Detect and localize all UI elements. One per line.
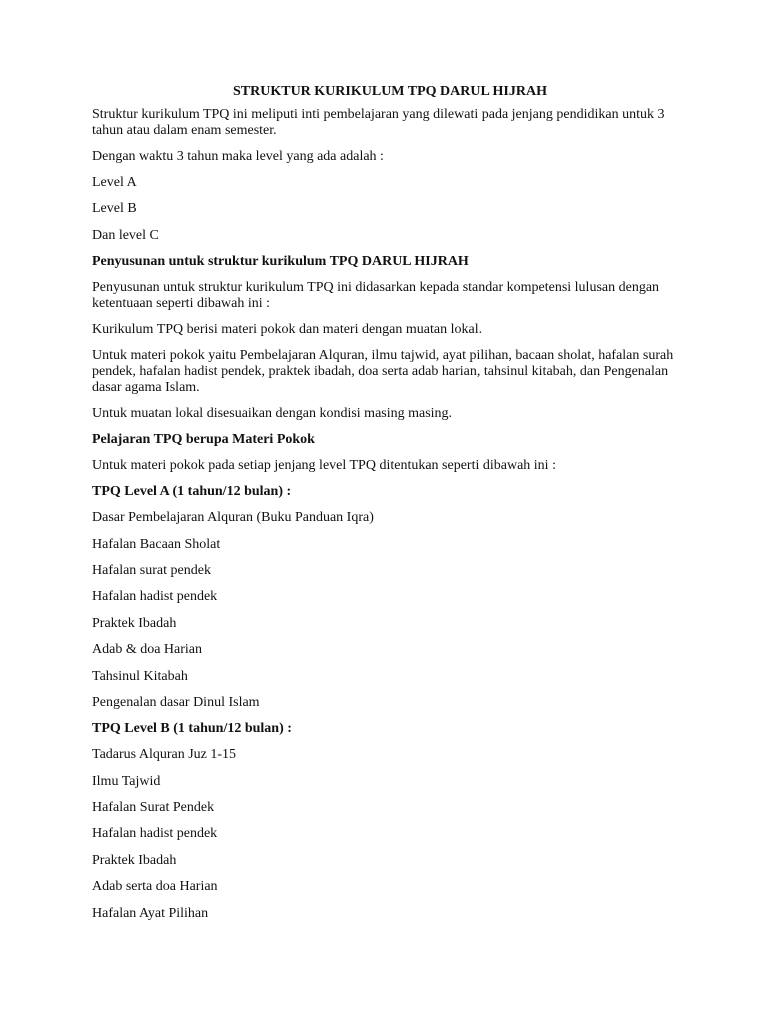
- level-a-item: Praktek Ibadah: [92, 615, 177, 631]
- level-b-item: Ilmu Tajwid: [92, 773, 161, 789]
- penyusunan-paragraph: Untuk materi pokok yaitu Pembelajaran Alquran, ilmu tajwid, ayat pilihan, bacaan sholat, hafalan surah pendek, hafalan hadist pendek, praktek ibadah, doa serta adab harian, tahsinul kitabah, dan Pengenalan dasar agama Islam.: [92, 348, 674, 396]
- level-b-item: Tadarus Alquran Juz 1-15: [92, 747, 237, 763]
- level-list-item: Dan level C: [92, 227, 159, 243]
- section-heading-penyusunan: Penyusunan untuk struktur kurikulum TPQ DARUL HIJRAH: [92, 254, 469, 270]
- level-a-item: Tahsinul Kitabah: [92, 668, 188, 684]
- level-a-item: Hafalan Bacaan Sholat: [92, 536, 221, 552]
- level-a-heading: TPQ Level A (1 tahun/12 bulan) :: [92, 484, 292, 500]
- section-heading-pelajaran: Pelajaran TPQ berupa Materi Pokok: [92, 432, 315, 448]
- level-b-heading: TPQ Level B (1 tahun/12 bulan) :: [92, 721, 292, 737]
- level-a-item: Dasar Pembelajaran Alquran (Buku Panduan Iqra): [92, 510, 374, 526]
- level-a-item: Pengenalan dasar Dinul Islam: [92, 694, 260, 710]
- penyusunan-paragraph: Penyusunan untuk struktur kurikulum TPQ ini didasarkan kepada standar kompetensi lulusan dengan ketentuaan seperti dibawah ini :: [92, 280, 660, 312]
- level-b-item: Adab serta doa Harian: [92, 879, 218, 895]
- penyusunan-paragraph: Kurikulum TPQ berisi materi pokok dan materi dengan muatan lokal.: [92, 322, 483, 338]
- level-b-item: Praktek Ibadah: [92, 852, 177, 868]
- penyusunan-paragraph: Untuk muatan lokal disesuaikan dengan kondisi masing masing.: [92, 406, 453, 422]
- intro-paragraph: Struktur kurikulum TPQ ini meliputi inti pembelajaran yang dilewati pada jenjang pendidikan untuk 3 tahun atau dalam enam semester.: [92, 107, 665, 138]
- document-page: [92, 84, 682, 932]
- level-list-item: Level A: [92, 175, 137, 190]
- level-b-item: Hafalan hadist pendek: [92, 826, 218, 842]
- level-b-item: Hafalan Surat Pendek: [92, 800, 215, 816]
- pelajaran-paragraph: Untuk materi pokok pada setiap jenjang level TPQ ditentukan seperti dibawah ini :: [92, 458, 556, 474]
- level-a-item: Adab & doa Harian: [92, 642, 203, 658]
- level-b-item: Hafalan Ayat Pilihan: [92, 905, 209, 921]
- level-list-item: Level B: [92, 201, 137, 217]
- level-a-item: Hafalan hadist pendek: [92, 589, 218, 605]
- intro-levels-lead: Dengan waktu 3 tahun maka level yang ada adalah :: [92, 149, 384, 164]
- document-title: STRUKTUR KURIKULUM TPQ DARUL HIJRAH: [233, 84, 547, 99]
- level-a-item: Hafalan surat pendek: [92, 562, 211, 578]
